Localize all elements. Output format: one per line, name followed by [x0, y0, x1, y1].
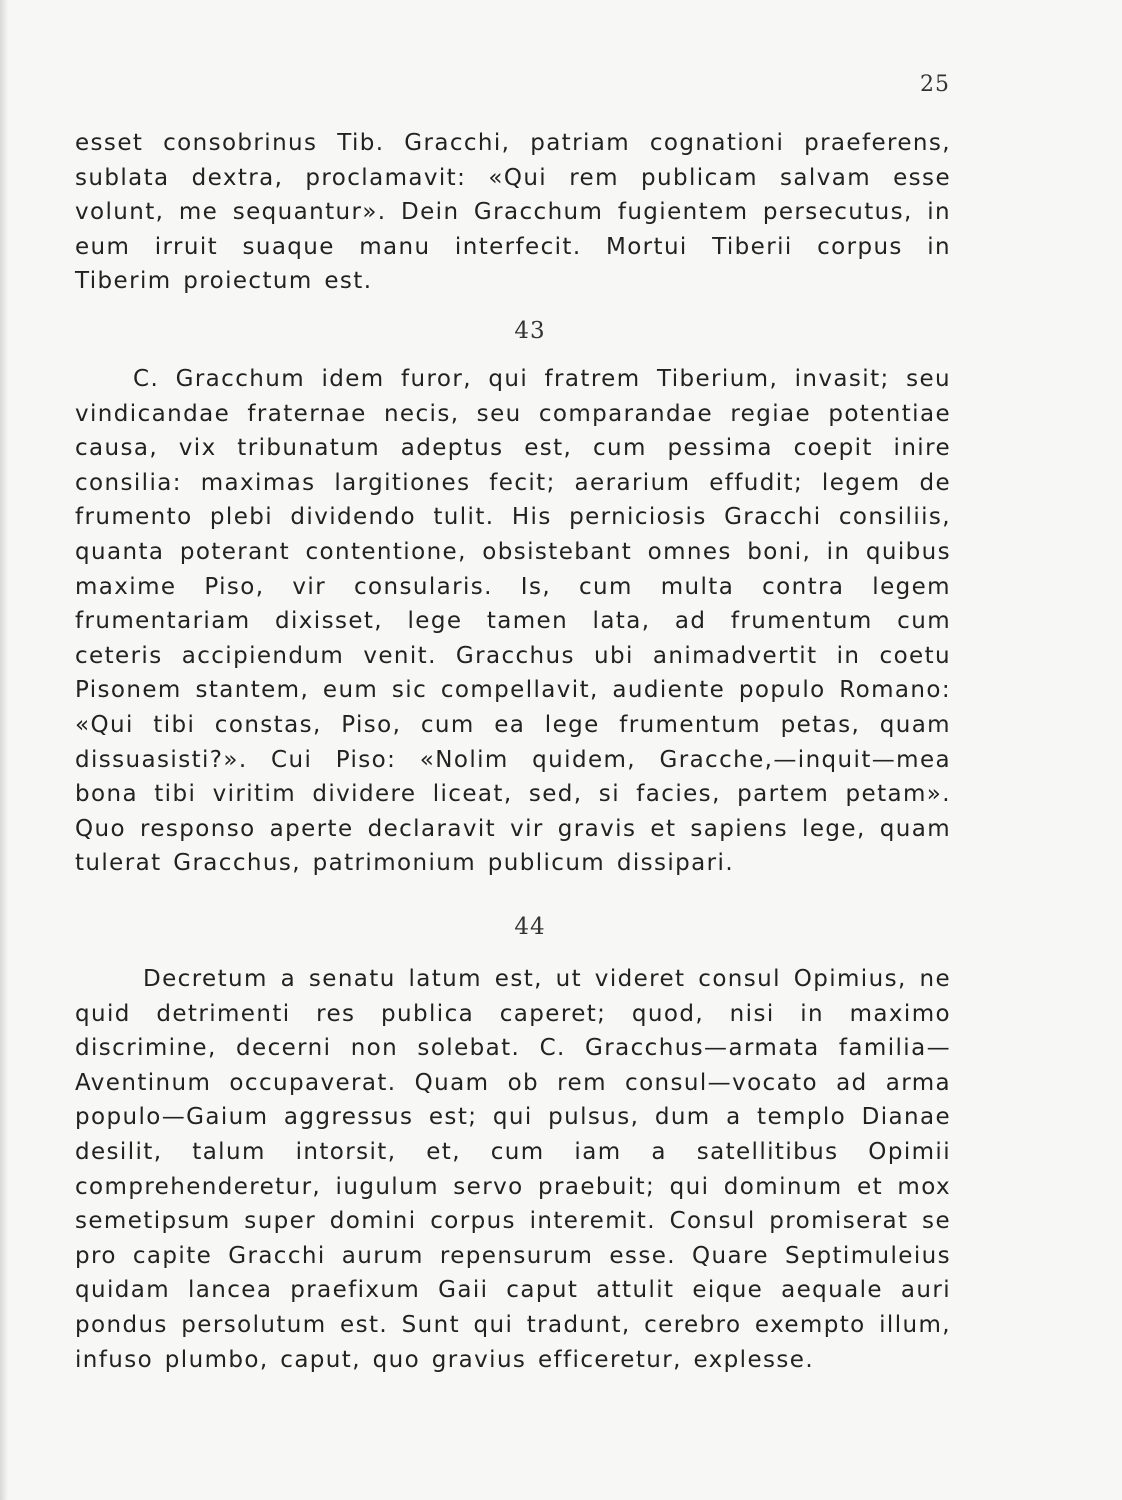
section-number-43: 43	[514, 318, 546, 344]
page-edge	[0, 0, 8, 1500]
section-number-44: 44	[514, 914, 546, 940]
section-44-text: Decretum a senatu latum est, ut videret consul Opimius, ne quid detrimenti res publica caperet; quod, nisi in maximo discrimine, decerni non solebat. C. Gracchus—armata familia—Aventinum occupaverat. Quam ob rem consul—vocato ad arma populo—Gaium aggressus est; qui pulsus, dum a templo Dianae desilit, talum intorsit, et, cum iam a satellitibus Opimii comprehenderetur, iugulum servo praebuit; qui dominum et mox semetipsum super domini corpus interemit. Consul promiserat se pro capite Gracchi aurum repensurum esse. Quare Septimuleius quidam lancea praefixum Gaii caput attulit eique aequale auri pondus persolutum est. Sunt qui tradunt, cerebro exempto illum, infuso plumbo, caput, quo gravius efficeretur, explesse.	[75, 966, 951, 1373]
paragraph-continuation: esset consobrinus Tib. Gracchi, patriam cognationi praeferens, sublata dextra, proclamavit: «Qui rem publicam salvam esse volunt, me sequantur». Dein Gracchum fugientem persecutus, in eum irruit suaque manu interfecit. Mortui Tiberii corpus in Tiberim proiectum est.	[75, 130, 951, 295]
page-number: 25	[920, 72, 950, 97]
section-43-text: C. Gracchum idem furor, qui fratrem Tiberium, invasit; seu vindicandae fraternae necis, seu comparandae regiae potentiae causa, vix tribunatum adeptus est, cum pessima coepit inire consilia: maximas largitiones fecit; aerarium effudit; legem de frumento plebi dividendo tulit. His perniciosis Gracchi consiliis, quanta poterant contentione, obsistebant omnes boni, in quibus maxime Piso, vir consularis. Is, cum multa contra legem frumentariam dixisset, lege tamen lata, ad frumentum cum ceteris accipiendum venit. Gracchus ubi animadvertit in coetu Pisonem stantem, eum sic compellavit, audiente populo Romano: «Qui tibi constas, Piso, cum ea lege frumentum petas, quam dissuasisti?». Cui Piso: «Nolim quidem, Gracche,—inquit—mea bona tibi viritim dividere liceat, sed, si facies, partem petam». Quo responso aperte declaravit vir gravis et sapiens lege, quam tulerat Gracchus, patrimonium publicum dissipari.	[75, 366, 951, 877]
